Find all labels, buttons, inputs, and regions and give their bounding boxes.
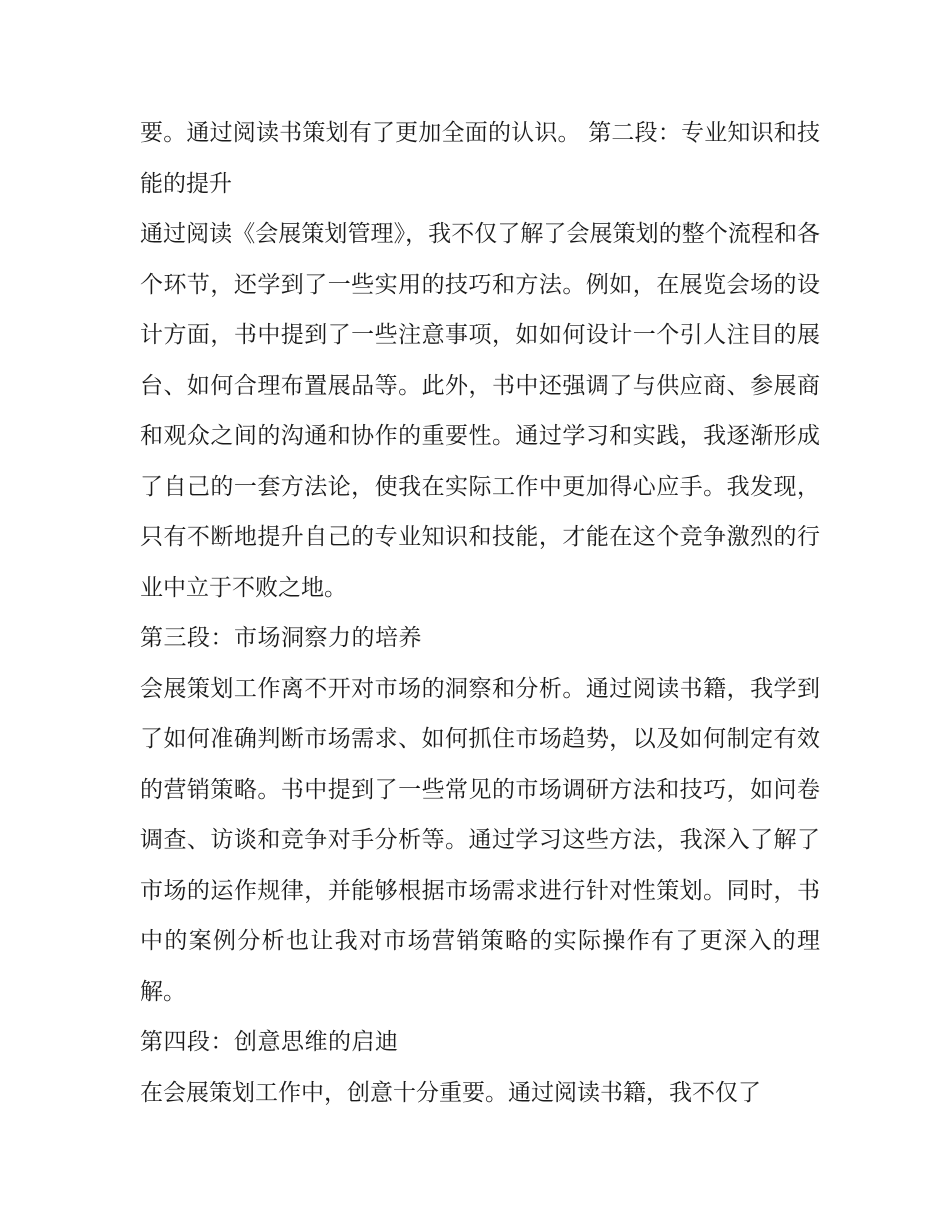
paragraph-creative-thinking: 在会展策划工作中，创意十分重要。通过阅读书籍，我不仅了 xyxy=(140,1079,761,1106)
paragraph-market-insight: 会展策划工作离不开对市场的洞察和分析。通过阅读书籍，我学到了如何准确判断市场需求、如何抓住市场趋势，以及如何制定有效的营销策略。书中提到了一些常见的市场调研方法和技巧，如问卷调查、访谈和竞争对手分析等。通过学习这些方法，我深入了解了市场的运作规律，并能够根据市场需求进行针对性策划。同时，书中的案例分析也让我对市场营销策略的实际操作有了更深入的理解。 xyxy=(140,675,820,1005)
section-heading-market-insight: 第三段：市场洞察力的培养 xyxy=(140,625,422,651)
paragraph-continuation: 要。通过阅读书策划有了更加全面的认识。 第二段：专业知识和技能的提升 xyxy=(140,120,820,197)
document-body xyxy=(140,108,820,1118)
paragraph-professional-skills: 通过阅读《会展策划管理》，我不仅了解了会展策划的整个流程和各个环节，还学到了一些实用的技巧和方法。例如，在展览会场的设计方面，书中提到了一些注意事项，如如何设计一个引人注目的展台、如何合理布置展品等。此外，书中还强调了与供应商、参展商和观众之间的沟通和协作的重要性。通过学习和实践，我逐渐形成了自己的一套方法论，使我在实际工作中更加得心应手。我发现，只有不断地提升自己的专业知识和技能，才能在这个竞争激烈的行业中立于不败之地。 xyxy=(140,221,820,601)
section-heading-creative-thinking: 第四段：创意思维的启迪 xyxy=(140,1029,399,1055)
